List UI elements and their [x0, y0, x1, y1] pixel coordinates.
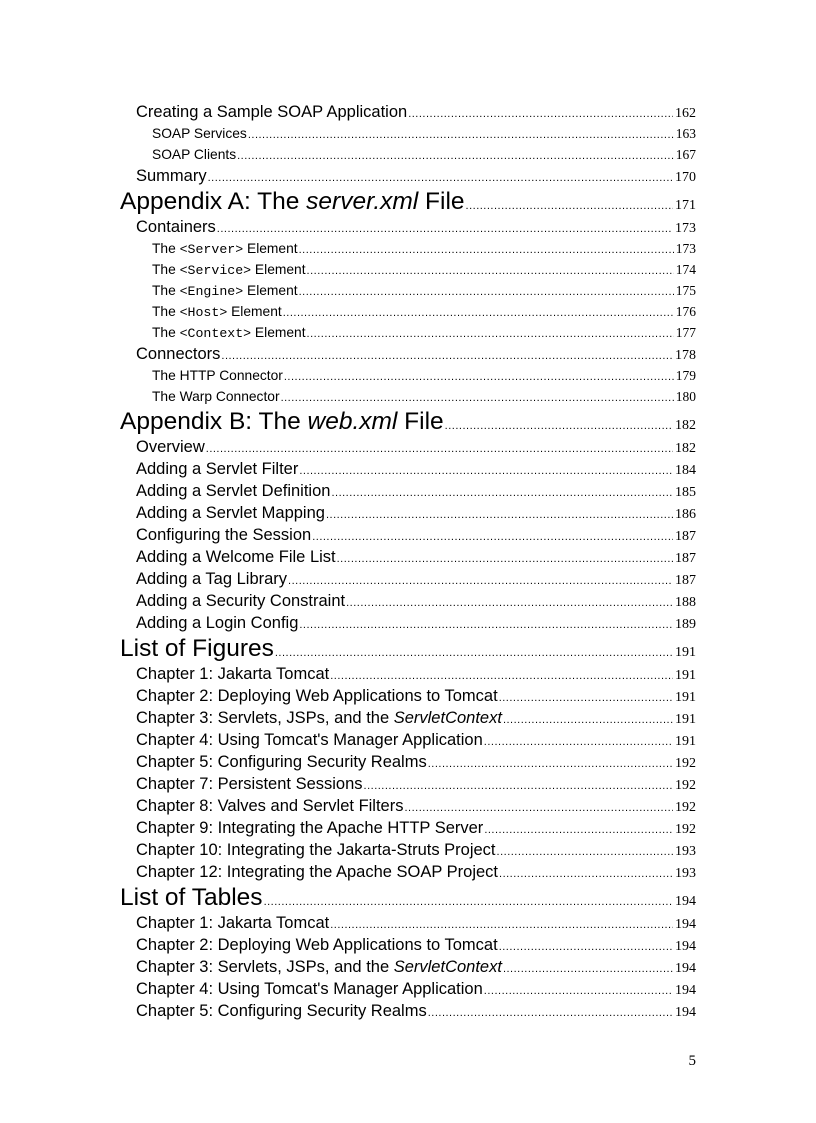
toc-entry-title	[152, 123, 247, 144]
toc-page-number: 184	[675, 463, 696, 478]
dot-leader	[499, 936, 673, 958]
toc-subentry[interactable]	[0, 144, 816, 165]
toc-entry[interactable]	[0, 817, 816, 839]
toc-entry-title	[136, 524, 311, 546]
toc-entry[interactable]	[0, 101, 816, 123]
toc-page-number: 178	[675, 348, 696, 363]
toc-entry[interactable]	[0, 480, 816, 502]
toc-entry-title	[120, 634, 274, 663]
toc-page-number: 182	[675, 418, 696, 433]
toc-entry-title	[136, 861, 498, 883]
toc-page-number: 176	[675, 304, 696, 319]
toc-entry[interactable]	[0, 1000, 816, 1022]
toc-entry[interactable]	[0, 343, 816, 365]
dot-leader	[337, 548, 673, 570]
toc-entry-title	[120, 407, 444, 436]
toc-page-number: 162	[675, 106, 696, 121]
toc-entry-title	[120, 883, 263, 912]
toc-entry-title	[136, 912, 329, 934]
dot-leader	[299, 460, 673, 482]
toc-entry-code-element: <Engine>	[179, 284, 244, 299]
toc-entry-title-text: Appendix B: The	[120, 408, 308, 435]
toc-entry-title	[136, 685, 498, 707]
dot-leader	[221, 345, 673, 367]
toc-page-number: 188	[675, 595, 696, 610]
toc-entry-title-suffix: Element	[243, 283, 298, 298]
dot-leader	[299, 282, 674, 303]
toc-entry-title-text: The	[152, 283, 180, 298]
toc-page-number: 194	[675, 939, 696, 954]
toc-entry[interactable]	[0, 751, 816, 773]
dot-leader	[484, 980, 673, 1002]
toc-entry-italic-term: server.xml	[306, 188, 419, 215]
toc-entry-title-suffix: File	[418, 188, 465, 215]
toc-entry-title	[136, 612, 298, 634]
toc-subentry[interactable]	[0, 365, 816, 386]
toc-page-number: 191	[675, 734, 696, 749]
toc-entry-title	[152, 144, 236, 165]
toc-entry-title	[152, 301, 282, 323]
dot-leader	[284, 367, 674, 388]
toc-page-number: 194	[675, 894, 696, 909]
page-number: 5	[688, 1053, 696, 1069]
toc-section-heading[interactable]	[0, 634, 816, 663]
toc-entry-italic-term: ServletContext	[393, 709, 502, 727]
toc-entry-title-suffix: Element	[227, 304, 282, 319]
toc-entry-code-element: <Server>	[179, 242, 244, 257]
dot-leader	[208, 167, 673, 189]
toc-page-number: 194	[675, 917, 696, 932]
toc-entry-title-text: Adding a Tag Library	[136, 570, 288, 588]
toc-page-number: 187	[675, 551, 696, 566]
toc-page-number: 189	[675, 617, 696, 632]
toc-entry-title-text: Containers	[136, 218, 216, 236]
toc-entry-title	[136, 165, 207, 187]
toc-entry-title-text: The	[152, 325, 180, 340]
toc-entry-italic-term: web.xml	[307, 408, 398, 435]
toc-entry[interactable]	[0, 502, 816, 524]
toc-page-number: 193	[675, 866, 696, 881]
dot-leader	[499, 687, 673, 709]
toc-subentry[interactable]	[0, 123, 816, 144]
dot-leader	[497, 841, 673, 863]
toc-entry-title-text: SOAP Services	[152, 126, 247, 141]
toc-entry[interactable]	[0, 524, 816, 546]
dot-leader	[283, 303, 674, 324]
toc-entry-code-element: <Context>	[179, 326, 252, 341]
toc-entry[interactable]	[0, 568, 816, 590]
toc-entry[interactable]	[0, 458, 816, 480]
dot-leader	[428, 753, 673, 775]
toc-entry[interactable]	[0, 773, 816, 795]
toc-entry[interactable]	[0, 707, 816, 729]
toc-entry-title-text: Chapter 4: Using Tomcat's Manager Application	[136, 731, 483, 749]
toc-page-number: 192	[675, 800, 696, 815]
toc-page-number: 173	[675, 241, 696, 256]
toc-entry-code-element: <Host>	[179, 305, 228, 320]
dot-leader	[330, 665, 673, 687]
toc-entry-title-text: Chapter 3: Servlets, JSPs, and the	[136, 709, 394, 727]
toc-entry-title-text: Chapter 1: Jakarta Tomcat	[136, 665, 330, 683]
toc-subentry[interactable]	[0, 386, 816, 407]
toc-entry-title	[136, 101, 407, 123]
toc-entry-italic-term: ServletContext	[393, 958, 502, 976]
dot-leader	[408, 103, 673, 125]
toc-entry[interactable]	[0, 546, 816, 568]
dot-leader	[484, 819, 673, 841]
dot-leader	[307, 324, 674, 345]
dot-leader	[217, 218, 673, 240]
toc-subentry[interactable]	[0, 238, 816, 259]
toc-page-number: 191	[675, 690, 696, 705]
dot-leader	[499, 863, 673, 885]
dot-leader	[346, 592, 673, 614]
table-of-contents	[0, 101, 816, 1022]
toc-entry-title-text: The	[152, 262, 180, 277]
toc-page-number: 192	[675, 778, 696, 793]
toc-section-heading[interactable]	[0, 187, 816, 216]
dot-leader	[330, 914, 673, 936]
toc-entry[interactable]	[0, 216, 816, 238]
toc-entry-title-text: Adding a Servlet Mapping	[136, 504, 325, 522]
toc-entry[interactable]	[0, 861, 816, 883]
toc-entry[interactable]	[0, 978, 816, 1000]
toc-entry-title	[136, 817, 483, 839]
toc-entry[interactable]	[0, 934, 816, 956]
dot-leader	[364, 775, 673, 797]
toc-entry-title	[152, 238, 298, 260]
toc-page-number: 186	[675, 507, 696, 522]
toc-page-number: 170	[675, 170, 696, 185]
toc-entry-title-text: Configuring the Session	[136, 526, 312, 544]
toc-page-number: 175	[675, 283, 696, 298]
toc-entry-title	[136, 663, 329, 685]
toc-entry-title-text: The	[152, 304, 180, 319]
toc-page-number: 167	[675, 147, 696, 162]
toc-entry-title	[136, 502, 325, 524]
toc-page-number: 182	[675, 441, 696, 456]
toc-page-number: 185	[675, 485, 696, 500]
toc-entry-title-text: List of Tables	[120, 884, 263, 911]
toc-entry[interactable]	[0, 685, 816, 707]
toc-entry-title-text: Overview	[136, 438, 205, 456]
toc-entry-code-element: <Service>	[179, 263, 252, 278]
toc-entry-title-text: The HTTP Connector	[152, 368, 283, 383]
toc-entry-title-text: Adding a Servlet Definition	[136, 482, 331, 500]
toc-entry-title-text: Appendix A: The	[120, 188, 307, 215]
toc-entry-title-text: Adding a Login Config	[136, 614, 299, 632]
dot-leader	[326, 504, 673, 526]
toc-entry-title-text: Chapter 10: Integrating the Jakarta-Struts Project	[136, 841, 496, 859]
dot-leader	[237, 146, 674, 167]
toc-page-number: 191	[675, 645, 696, 660]
dot-leader	[331, 482, 673, 504]
toc-entry-title-text: Chapter 5: Configuring Security Realms	[136, 1002, 427, 1020]
toc-entry-title	[152, 365, 283, 386]
toc-subentry[interactable]	[0, 280, 816, 301]
toc-entry-title-suffix: File	[397, 408, 444, 435]
toc-section-heading[interactable]	[0, 407, 816, 436]
dot-leader	[299, 614, 673, 636]
toc-entry-title	[136, 436, 205, 458]
toc-page-number: 191	[675, 712, 696, 727]
dot-leader	[299, 240, 674, 261]
dot-leader	[428, 1002, 673, 1024]
dot-leader	[288, 570, 673, 592]
toc-entry-title-text: Chapter 9: Integrating the Apache HTTP Server	[136, 819, 484, 837]
toc-entry-title	[136, 568, 287, 590]
toc-entry-title	[136, 795, 403, 817]
dot-leader	[503, 709, 673, 731]
toc-entry-title	[136, 956, 502, 978]
toc-entry[interactable]	[0, 612, 816, 634]
toc-page-number: 163	[675, 126, 696, 141]
toc-page-number: 179	[675, 368, 696, 383]
dot-leader	[404, 797, 673, 819]
toc-entry-title-text: Creating a Sample SOAP Application	[136, 103, 408, 121]
toc-entry-title	[152, 386, 280, 407]
toc-entry-title-suffix: Element	[243, 241, 298, 256]
toc-entry[interactable]	[0, 729, 816, 751]
toc-subentry[interactable]	[0, 259, 816, 280]
toc-entry-title	[136, 1000, 427, 1022]
dot-leader	[503, 958, 673, 980]
toc-entry-title	[136, 729, 483, 751]
toc-page-number: 193	[675, 844, 696, 859]
toc-entry-title-text: The Warp Connector	[152, 389, 280, 404]
toc-entry-title-text: Chapter 2: Deploying Web Applications to Tomcat	[136, 936, 498, 954]
dot-leader	[312, 526, 673, 548]
toc-subentry[interactable]	[0, 301, 816, 322]
toc-entry-title	[152, 280, 298, 302]
toc-entry-title-text: Adding a Security Constraint	[136, 592, 346, 610]
toc-entry-title	[120, 187, 465, 216]
toc-page-number: 177	[675, 325, 696, 340]
toc-subentry[interactable]	[0, 322, 816, 343]
toc-entry-title-text: Adding a Servlet Filter	[136, 460, 299, 478]
toc-entry[interactable]	[0, 839, 816, 861]
toc-page-number: 194	[675, 983, 696, 998]
toc-entry[interactable]	[0, 956, 816, 978]
toc-entry-title	[136, 773, 363, 795]
toc-page-number: 187	[675, 573, 696, 588]
toc-entry-title	[152, 259, 306, 281]
toc-entry-title	[136, 590, 345, 612]
toc-entry-title	[136, 480, 330, 502]
dot-leader	[281, 388, 674, 409]
toc-entry-title-text: Chapter 1: Jakarta Tomcat	[136, 914, 330, 932]
toc-page-number: 192	[675, 756, 696, 771]
toc-entry-title	[136, 216, 216, 238]
toc-entry-title-text: Chapter 4: Using Tomcat's Manager Application	[136, 980, 483, 998]
toc-entry-title	[136, 751, 427, 773]
toc-entry-title-text: Chapter 5: Configuring Security Realms	[136, 753, 427, 771]
toc-entry-title	[136, 839, 496, 861]
toc-entry-title	[136, 978, 483, 1000]
toc-page-number: 174	[675, 262, 696, 277]
toc-section-heading[interactable]	[0, 883, 816, 912]
toc-page-number: 180	[675, 389, 696, 404]
dot-leader	[206, 438, 673, 460]
toc-entry-title	[136, 458, 298, 480]
dot-leader	[484, 731, 673, 753]
dot-leader	[248, 125, 674, 146]
toc-entry-title-suffix: Element	[251, 262, 306, 277]
toc-page-number: 192	[675, 822, 696, 837]
toc-page-number: 173	[675, 221, 696, 236]
toc-entry-title-text: Chapter 8: Valves and Servlet Filters	[136, 797, 404, 815]
toc-entry[interactable]	[0, 912, 816, 934]
toc-entry-title-text: Chapter 3: Servlets, JSPs, and the	[136, 958, 394, 976]
toc-entry[interactable]	[0, 663, 816, 685]
toc-entry-title-text: Chapter 7: Persistent Sessions	[136, 775, 363, 793]
toc-entry[interactable]	[0, 436, 816, 458]
toc-entry-title-text: Chapter 2: Deploying Web Applications to Tomcat	[136, 687, 498, 705]
toc-entry-title	[136, 343, 220, 365]
toc-page-number: 191	[675, 668, 696, 683]
toc-entry[interactable]	[0, 165, 816, 187]
toc-entry[interactable]	[0, 590, 816, 612]
toc-entry-title-text: Adding a Welcome File List	[136, 548, 336, 566]
toc-entry-title-text: The	[152, 241, 180, 256]
toc-entry-title	[136, 707, 502, 729]
toc-page-number: 171	[675, 198, 696, 213]
toc-entry-title-text: SOAP Clients	[152, 147, 237, 162]
toc-entry-title	[136, 934, 498, 956]
toc-entry-title	[152, 322, 306, 344]
toc-entry-title-text: Connectors	[136, 345, 221, 363]
dot-leader	[307, 261, 674, 282]
toc-page-number: 194	[675, 961, 696, 976]
toc-entry-title-text: Chapter 12: Integrating the Apache SOAP Project	[136, 863, 499, 881]
toc-entry-title-suffix: Element	[251, 325, 306, 340]
toc-entry-title-text: List of Figures	[120, 635, 274, 662]
toc-entry[interactable]	[0, 795, 816, 817]
toc-page-number: 194	[675, 1005, 696, 1020]
toc-entry-title-text: Summary	[136, 167, 207, 185]
toc-page-number: 187	[675, 529, 696, 544]
toc-entry-title	[136, 546, 336, 568]
